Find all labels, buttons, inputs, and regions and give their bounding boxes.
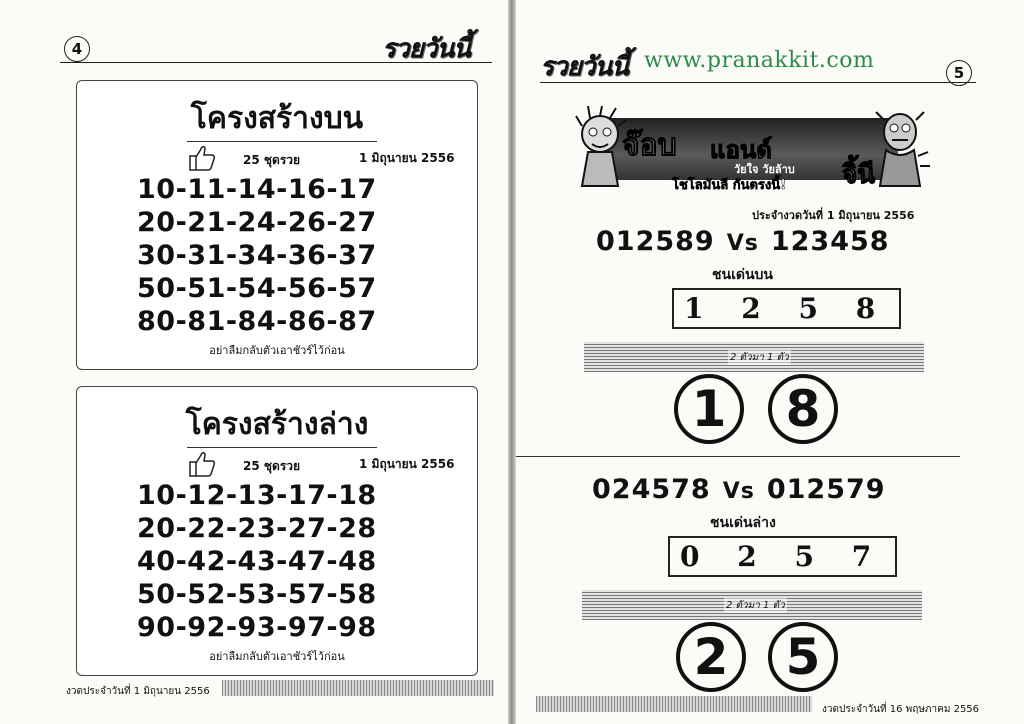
- vs-right-digits: 012579: [766, 474, 886, 505]
- number-lines: [137, 173, 377, 338]
- title-rule: [187, 141, 377, 142]
- footer-date: งวดประจำวันที่ 1 มิถุนายน 2556: [66, 686, 210, 697]
- number-line: 20-21-24-26-27: [137, 207, 377, 238]
- number-line: 10-11-14-16-17: [137, 174, 377, 205]
- lower-circle-digit: 5: [768, 622, 838, 692]
- thumbs-up-icon: [187, 449, 217, 479]
- cartoon-character-left-icon: [570, 106, 630, 192]
- lower-digit-box: 0 2 5 7: [668, 536, 897, 577]
- sets-label: 25 ชุดรวย: [243, 153, 301, 167]
- footer-stripe: [536, 696, 812, 712]
- banner-text: แอนด์: [710, 136, 772, 164]
- number-line: 90-92-93-97-98: [137, 612, 377, 643]
- number-line: 30-31-34-36-37: [137, 240, 377, 271]
- vs-label: Vs: [722, 479, 755, 504]
- date-label: 1 มิถุนายน 2556: [359, 151, 455, 165]
- logo: รวยวันนี้: [382, 34, 470, 64]
- lower-circle-digit: 2: [676, 622, 746, 692]
- section-divider: [516, 456, 960, 457]
- logo: รวยวันนี้: [540, 52, 628, 82]
- number-line: 40-42-43-47-48: [137, 546, 377, 577]
- vs-left-digits: 024578: [592, 474, 711, 505]
- vs-right-digits: 123458: [770, 226, 890, 257]
- banner-text: จิ้นี: [842, 160, 876, 190]
- header-rule: [60, 62, 492, 63]
- number-line: 50-51-54-56-57: [137, 273, 377, 304]
- upper-digit-box: 1 2 5 8: [672, 288, 901, 329]
- banner-text: โชโลมันลี กันตรงนี้!: [672, 178, 787, 193]
- number-line: 10-12-13-17-18: [137, 480, 377, 511]
- lower-hot-label: ชนเด่นล่าง: [710, 515, 776, 531]
- website-url: www.pranakkit.com: [644, 48, 875, 73]
- banner: [570, 100, 934, 196]
- box-title: โครงสร้างบน: [190, 101, 364, 136]
- box-note: อย่าลืมกลับตัวเอาชัวร์ไว้ก่อน: [209, 344, 345, 357]
- lower-hatch-label: 2 ตัวมา 1 ตัว: [726, 600, 785, 611]
- banner-text: วัยใจ วัยล้าบ: [734, 163, 795, 176]
- lower-vs-line: [592, 474, 886, 505]
- thumbs-up-icon: [187, 143, 217, 173]
- upper-circle-digit: 8: [768, 374, 838, 444]
- box-title: โครงสร้างล่าง: [185, 407, 369, 442]
- vs-label: Vs: [726, 231, 759, 256]
- number-line: 20-22-23-27-28: [137, 513, 377, 544]
- upper-structure-box: [76, 80, 478, 370]
- page-fold: [508, 0, 516, 724]
- date-label: 1 มิถุนายน 2556: [359, 457, 455, 471]
- number-line: 50-52-53-57-58: [137, 579, 377, 610]
- number-lines: [137, 479, 377, 644]
- banner-text: จ๊อบ: [622, 128, 677, 163]
- cartoon-character-right-icon: [870, 106, 930, 192]
- page-number: 5: [946, 60, 972, 86]
- upper-hot-label: ชนเด่นบน: [712, 267, 773, 283]
- number-line: 80-81-84-86-87: [137, 306, 377, 337]
- left-page: [0, 0, 508, 724]
- footer-stripe: [222, 680, 494, 696]
- vs-left-digits: 012589: [596, 226, 715, 257]
- lower-structure-box: [76, 386, 478, 676]
- title-rule: [187, 447, 377, 448]
- box-note: อย่าลืมกลับตัวเอาชัวร์ไว้ก่อน: [209, 650, 345, 663]
- upper-hatch-label: 2 ตัวมา 1 ตัว: [730, 352, 789, 363]
- header-rule: [540, 82, 976, 83]
- upper-circle-digit: 1: [674, 374, 744, 444]
- sets-label: 25 ชุดรวย: [243, 459, 301, 473]
- upper-vs-line: [596, 226, 890, 257]
- page-number: 4: [64, 36, 90, 62]
- right-page: [516, 0, 1024, 724]
- draw-date: ประจำงวดวันที่ 1 มิถุนายน 2556: [752, 209, 915, 222]
- footer-date: งวดประจำวันที่ 16 พฤษภาคม 2556: [822, 704, 980, 715]
